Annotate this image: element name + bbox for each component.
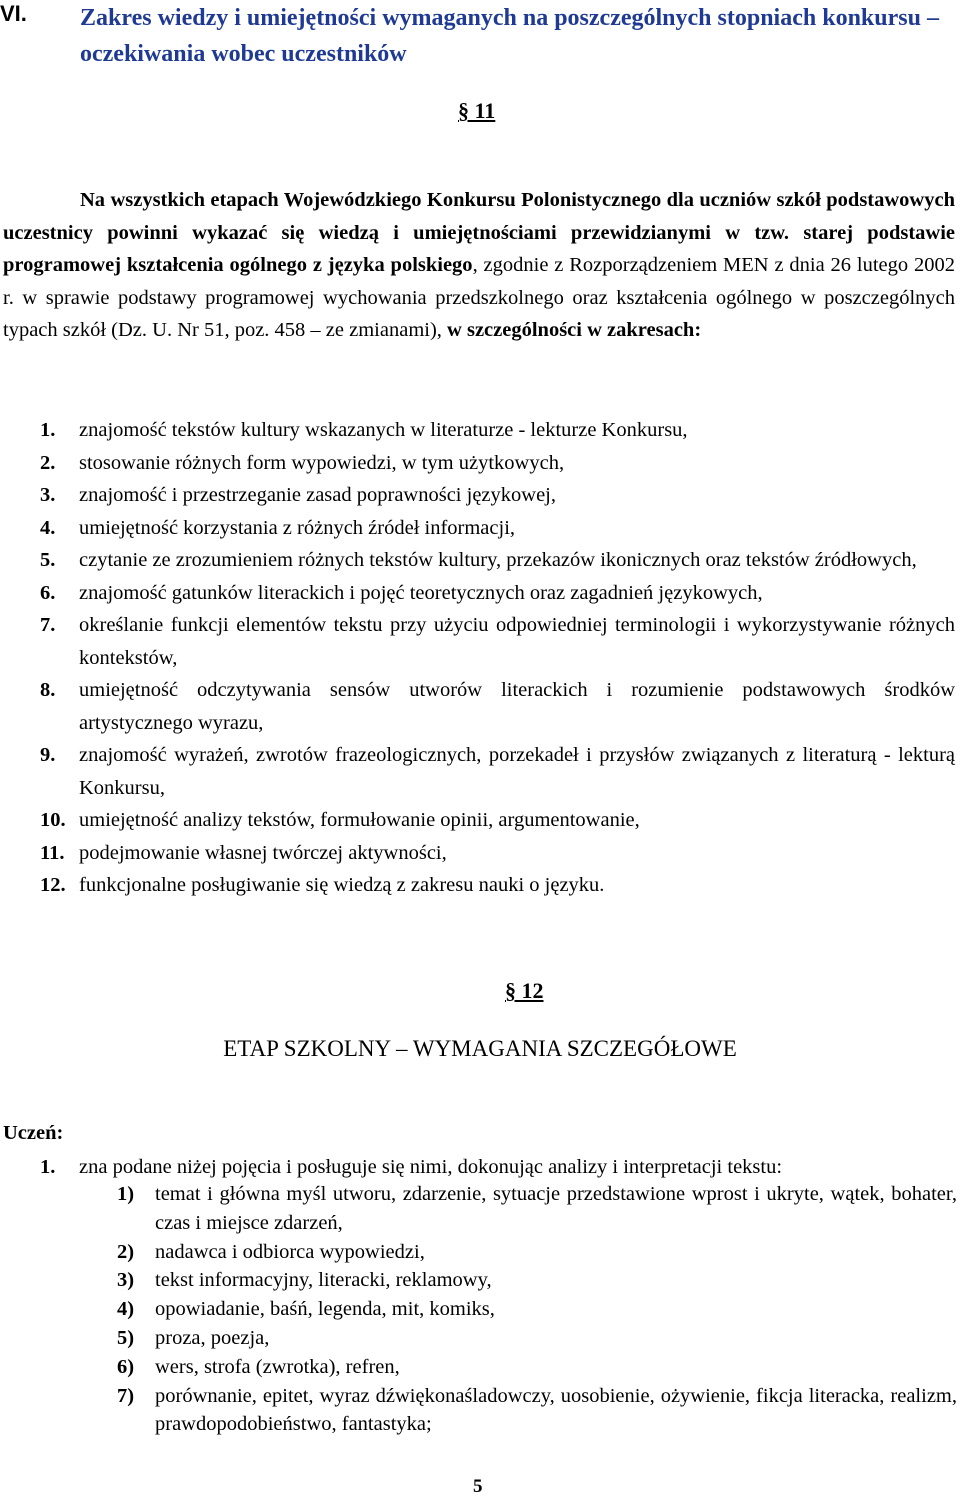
list-item-number: 8. xyxy=(40,679,56,701)
sublist-item-number: 5) xyxy=(117,1326,135,1349)
competence-list xyxy=(40,414,955,902)
list-item-text: umiejętność analizy tekstów, formułowanie opinii, argumentowanie, xyxy=(79,809,640,831)
list-item-text: podejmowanie własnej twórczej aktywności, xyxy=(79,841,447,864)
list-item-text: znajomość gatunków literackich i pojęć teoretycznych oraz zagadnień językowych, xyxy=(79,581,763,604)
intro-end-bold-text: w szczególności w zakresach: xyxy=(447,319,702,341)
list-item xyxy=(40,674,955,739)
intro-regular-text: , zgodnie z Rozporządzeniem MEN z dnia 26 lutego 2002 r. w sprawie podstawy programowej wychowania przedszkolnego oraz kształcenia ogólnego w poszczególnych typach szkół (Dz. U. Nr 51, poz. 458 – ze zmianami), xyxy=(3,254,955,341)
sublist-item-text: porównanie, epitet, wyraz dźwiękonaśladowczy, uosobienie, ożywienie, fikcja literacka, realizm, prawdopodobieństwo, fantastyka; xyxy=(155,1384,957,1436)
sublist-item-text: nadawca i odbiorca wypowiedzi, xyxy=(155,1240,425,1263)
list-item xyxy=(40,414,955,447)
paragraph-12-label: § 12 xyxy=(505,978,544,1003)
list-item-number: 2. xyxy=(40,451,56,474)
list-item xyxy=(40,1153,960,1182)
concept-sublist xyxy=(117,1180,957,1439)
sublist-item-number: 4) xyxy=(117,1298,135,1321)
list-item-number: 11. xyxy=(40,841,65,864)
sublist-item xyxy=(117,1238,957,1267)
sublist-item-text: proza, poezja, xyxy=(155,1326,270,1349)
list-item xyxy=(40,544,955,577)
list-item-number: 3. xyxy=(40,484,56,506)
list-item xyxy=(40,512,955,545)
list-item-text: czytanie ze zrozumieniem różnych tekstów kultury, przekazów ikonicznych oraz tekstów źródłowych, xyxy=(79,549,917,571)
list-item-number: 7. xyxy=(40,614,56,636)
sublist-item-text: wers, strofa (zwrotka), refren, xyxy=(155,1355,400,1378)
paragraph-11-label: § 11 xyxy=(458,98,496,123)
sublist-item-number: 1) xyxy=(117,1183,135,1205)
list-item-text: stosowanie różnych form wypowiedzi, w tym użytkowych, xyxy=(79,451,565,474)
sublist-item-number: 6) xyxy=(117,1355,135,1378)
list-item xyxy=(40,577,955,610)
sublist-item-number: 2) xyxy=(117,1240,135,1263)
list-item-number: 10. xyxy=(40,809,66,831)
sublist-item xyxy=(117,1382,957,1440)
sublist-item xyxy=(117,1353,957,1382)
list-item-number: 5. xyxy=(40,549,56,571)
intro-bold-text: Na wszystkich etapach Wojewódzkiego Konkursu Polonistycznego dla uczniów szkół podstawowych uczestnicy powinni wykazać się wiedzą i umiejętnościami przewidzianymi w tzw. starej podstawie programowej kształcenia ogólnego z języka polskiego xyxy=(3,189,955,276)
sublist-item xyxy=(117,1295,957,1324)
list-item-text: znajomość tekstów kultury wskazanych w literaturze - lekturze Konkursu, xyxy=(79,419,688,441)
sublist-item xyxy=(117,1266,957,1295)
list-item-number: 1. xyxy=(40,419,56,441)
sublist-item-number: 3) xyxy=(117,1269,135,1292)
sublist-item-number: 7) xyxy=(117,1384,135,1407)
paragraph-11-intro xyxy=(3,184,955,347)
list-item-number: 6. xyxy=(40,581,56,604)
page-number: 5 xyxy=(473,1476,483,1497)
list-item-text: zna podane niżej pojęcia i posługuje się nimi, dokonując analizy i interpretacji tekstu: xyxy=(79,1156,783,1178)
list-item-text: umiejętność odczytywania sensów utworów literackich i rozumienie podstawowych środków artystycznego wyrazu, xyxy=(79,679,955,734)
list-item xyxy=(40,447,955,480)
stage-title: ETAP SZKOLNY – WYMAGANIA SZCZEGÓŁOWE xyxy=(223,1036,737,1061)
sublist-item xyxy=(117,1324,957,1353)
sublist-item xyxy=(117,1180,957,1238)
list-item-number: 1. xyxy=(40,1156,56,1178)
list-item xyxy=(40,837,955,870)
section-roman-numeral: VI. xyxy=(0,1,27,26)
list-item xyxy=(40,869,955,902)
student-label: Uczeń: xyxy=(3,1122,64,1144)
section-title: Zakres wiedzy i umiejętności wymaganych na poszczególnych stopniach konkursu – oczekiwania wobec uczestników xyxy=(80,5,939,67)
list-item-number: 4. xyxy=(40,516,56,539)
list-item-text: znajomość wyrażeń, zwrotów frazeologicznych, porzekadeł i przysłów związanych z literaturą - lekturą Konkursu, xyxy=(79,744,955,799)
list-item xyxy=(40,609,955,674)
sublist-item-text: temat i główna myśl utworu, zdarzenie, sytuacje przedstawione wprost i ukryte, wątek, bohater, czas i miejsce zdarzeń, xyxy=(155,1183,957,1234)
list-item xyxy=(40,804,955,837)
list-item-number: 12. xyxy=(40,874,66,896)
list-item-text: określanie funkcji elementów tekstu przy użyciu odpowiedniej terminologii i wykorzystywanie różnych kontekstów, xyxy=(79,614,955,669)
stage-requirements-list xyxy=(40,1153,960,1182)
sublist-item-text: opowiadanie, baśń, legenda, mit, komiks, xyxy=(155,1298,495,1321)
list-item-text: umiejętność korzystania z różnych źródeł informacji, xyxy=(79,516,516,539)
list-item-number: 9. xyxy=(40,744,56,766)
list-item-text: znajomość i przestrzeganie zasad poprawności językowej, xyxy=(79,484,556,506)
list-item xyxy=(40,739,955,804)
list-item-text: funkcjonalne posługiwanie się wiedzą z zakresu nauki o języku. xyxy=(79,874,605,896)
sublist-item-text: tekst informacyjny, literacki, reklamowy, xyxy=(155,1269,492,1292)
list-item xyxy=(40,479,955,512)
